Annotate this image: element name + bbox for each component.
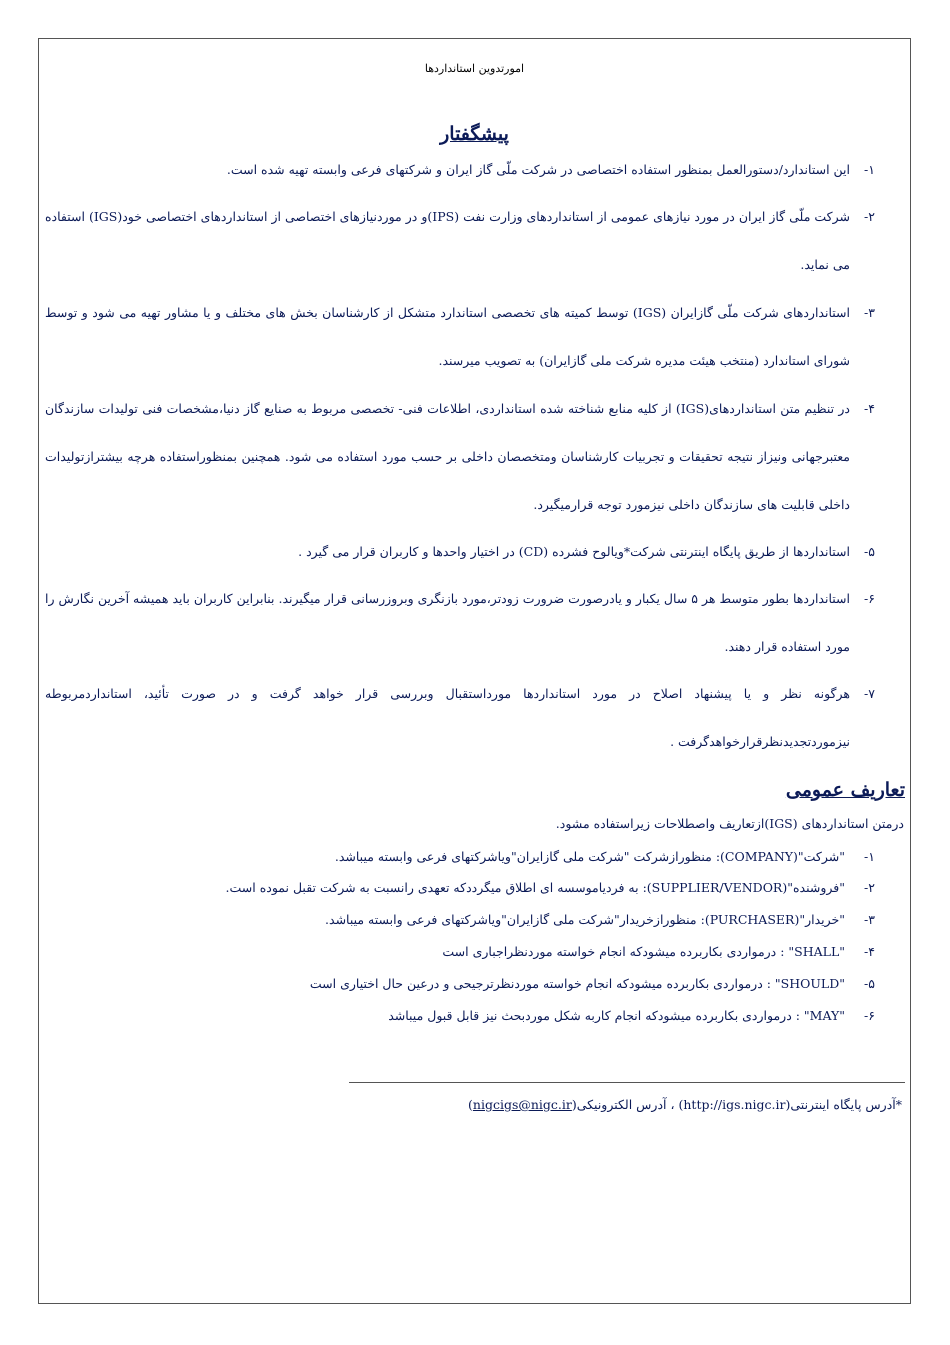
definition-item xyxy=(310,976,875,991)
definitions-title: تعاریف عمومی xyxy=(785,779,905,801)
definition-number: ۵- xyxy=(864,976,875,991)
definition-item xyxy=(388,1008,875,1023)
definition-item xyxy=(226,880,875,895)
definition-item xyxy=(335,849,875,864)
definition-text: "SHALL" : درمواردی بکاربرده میشودکه انجام خواسته موردنظراجباری است xyxy=(442,944,845,959)
foreword-item-text: استانداردهای شرکت ملّی گازایران (IGS) توسط کمیته های تخصصی استاندارد متشکل از کارشناسان بخش های مختلف و یا مشاور تهیه می شود و توسط شورای استاندارد (منتخب هیئت مدیره شرکت ملی گازایران) به تصویب میرسند. xyxy=(45,305,850,368)
definition-number: ۴- xyxy=(864,944,875,959)
foreword-item-text: استانداردها بطور متوسط هر ۵ سال یکبار و یادرصورت ضرورت زودتر،مورد بازنگری وبروزرسانی قرار میگیرند. بنابراین کاربران باید همیشه آخرین نگارش را مورد استفاده قرار دهند. xyxy=(45,591,850,654)
foreword-item-number: ۳- xyxy=(864,305,875,320)
definition-text: "MAY" : درمواردی بکاربرده میشودکه انجام کاربه شکل موردبحث نیز قابل قبول میباشد xyxy=(388,1008,845,1023)
definition-number: ۱- xyxy=(864,849,875,864)
foreword-item-text: هرگونه نظر و یا پیشنهاد اصلاح در مورد استانداردها مورداستقبال وبررسی قرار خواهد گرفت و در صورت تأئید، استانداردمربوطه نیزموردتجدیدنظرقرارخواهدگرفت . xyxy=(45,686,850,749)
definitions-intro: درمتن استانداردهای (IGS)ازتعاریف واصطلاحات زیراستفاده مشود. xyxy=(555,816,904,831)
header-title: امورتدوین استانداردها xyxy=(424,62,525,75)
definition-number: ۳- xyxy=(864,912,875,927)
foreword-title: پیشگفتار xyxy=(440,123,509,145)
definition-text: "شرکت"(COMPANY): منظورازشرکت "شرکت ملی گازایران"وياشرکتهای فرعی وابسته میباشد. xyxy=(334,849,845,864)
footnote-close: ) xyxy=(468,1097,473,1112)
foreword-item-text: شرکت ملّی گاز ایران در مورد نیازهای عمومی از استانداردهای وزارت نفت (IPS)و در موردنیازهای اختصاصی از استانداردهای اختصاصی خود(IGS) استفاده می نماید. xyxy=(45,209,850,272)
foreword-item-text: در تنظیم متن استانداردهای(IGS) از کلیه منابع شناخته شده استانداردی، اطلاعات فنی- تخصصی مربوط به صنایع گاز دنیا،مشخصات فنی تولیدات سازندگان معتبرجهانی ونیزاز نتیجه تحقیقات و تجربیات کارشناسان ومتخصصان داخلی بر حسب مورد استفاده می شود. همچنین بمنظوراستفاده هرچه بیشترازتولیدات داخلی قابلیت های سازندگان داخلی نیزمورد توجه قرارمیگیرد. xyxy=(45,401,850,512)
definition-text: "SHOULD" : درمواردی بکاربرده میشودکه انجام خواسته موردنظرترجیحی و درعین حال اختیاری است xyxy=(309,976,845,991)
definition-number: ۶- xyxy=(864,1008,875,1023)
definition-item xyxy=(442,944,875,959)
foreword-item-text: استانداردها از طریق پایگاه اینترنتی شرکت*ویالوح فشرده (CD) در اختیار واحدها و کاربران قرار می گیرد . xyxy=(298,544,850,559)
foreword-item-number: ۱- xyxy=(864,162,875,177)
definition-text: "خریدار"(PURCHASER): منظورازخریدار"شرکت ملی گازایران"وياشرکتهای فرعی وابسته میباشد. xyxy=(325,912,845,927)
footnote xyxy=(468,1097,902,1112)
footnote-divider xyxy=(349,1082,905,1083)
foreword-item-number: ۶- xyxy=(864,591,875,606)
foreword-item-number: ۵- xyxy=(864,544,875,559)
email-link[interactable]: nigcigs@nigc.ir xyxy=(472,1097,572,1112)
definition-item xyxy=(325,912,875,927)
page-frame xyxy=(38,38,911,1304)
definition-number: ۲- xyxy=(864,880,875,895)
foreword-item-number: ۷- xyxy=(864,686,875,701)
footnote-text: *آدرس پایگاه اینترنتی(http://igs.nigc.ir) ، آدرس الکترونیکی( xyxy=(571,1097,902,1112)
foreword-item-number: ۴- xyxy=(864,401,875,416)
definition-text: "فروشنده"(SUPPLIER/VENDOR): به فردیاموسسه ای اطلاق میگرددکه تعهدی رانسبت به شرکت تقبل نموده است. xyxy=(225,880,845,895)
foreword-item-text: این استاندارد/دستورالعمل بمنظور استفاده اختصاصی در شرکت ملّی گاز ایران و شرکتهای فرعی وابسته تهیه شده است. xyxy=(226,162,850,177)
foreword-item-number: ۲- xyxy=(864,209,875,224)
